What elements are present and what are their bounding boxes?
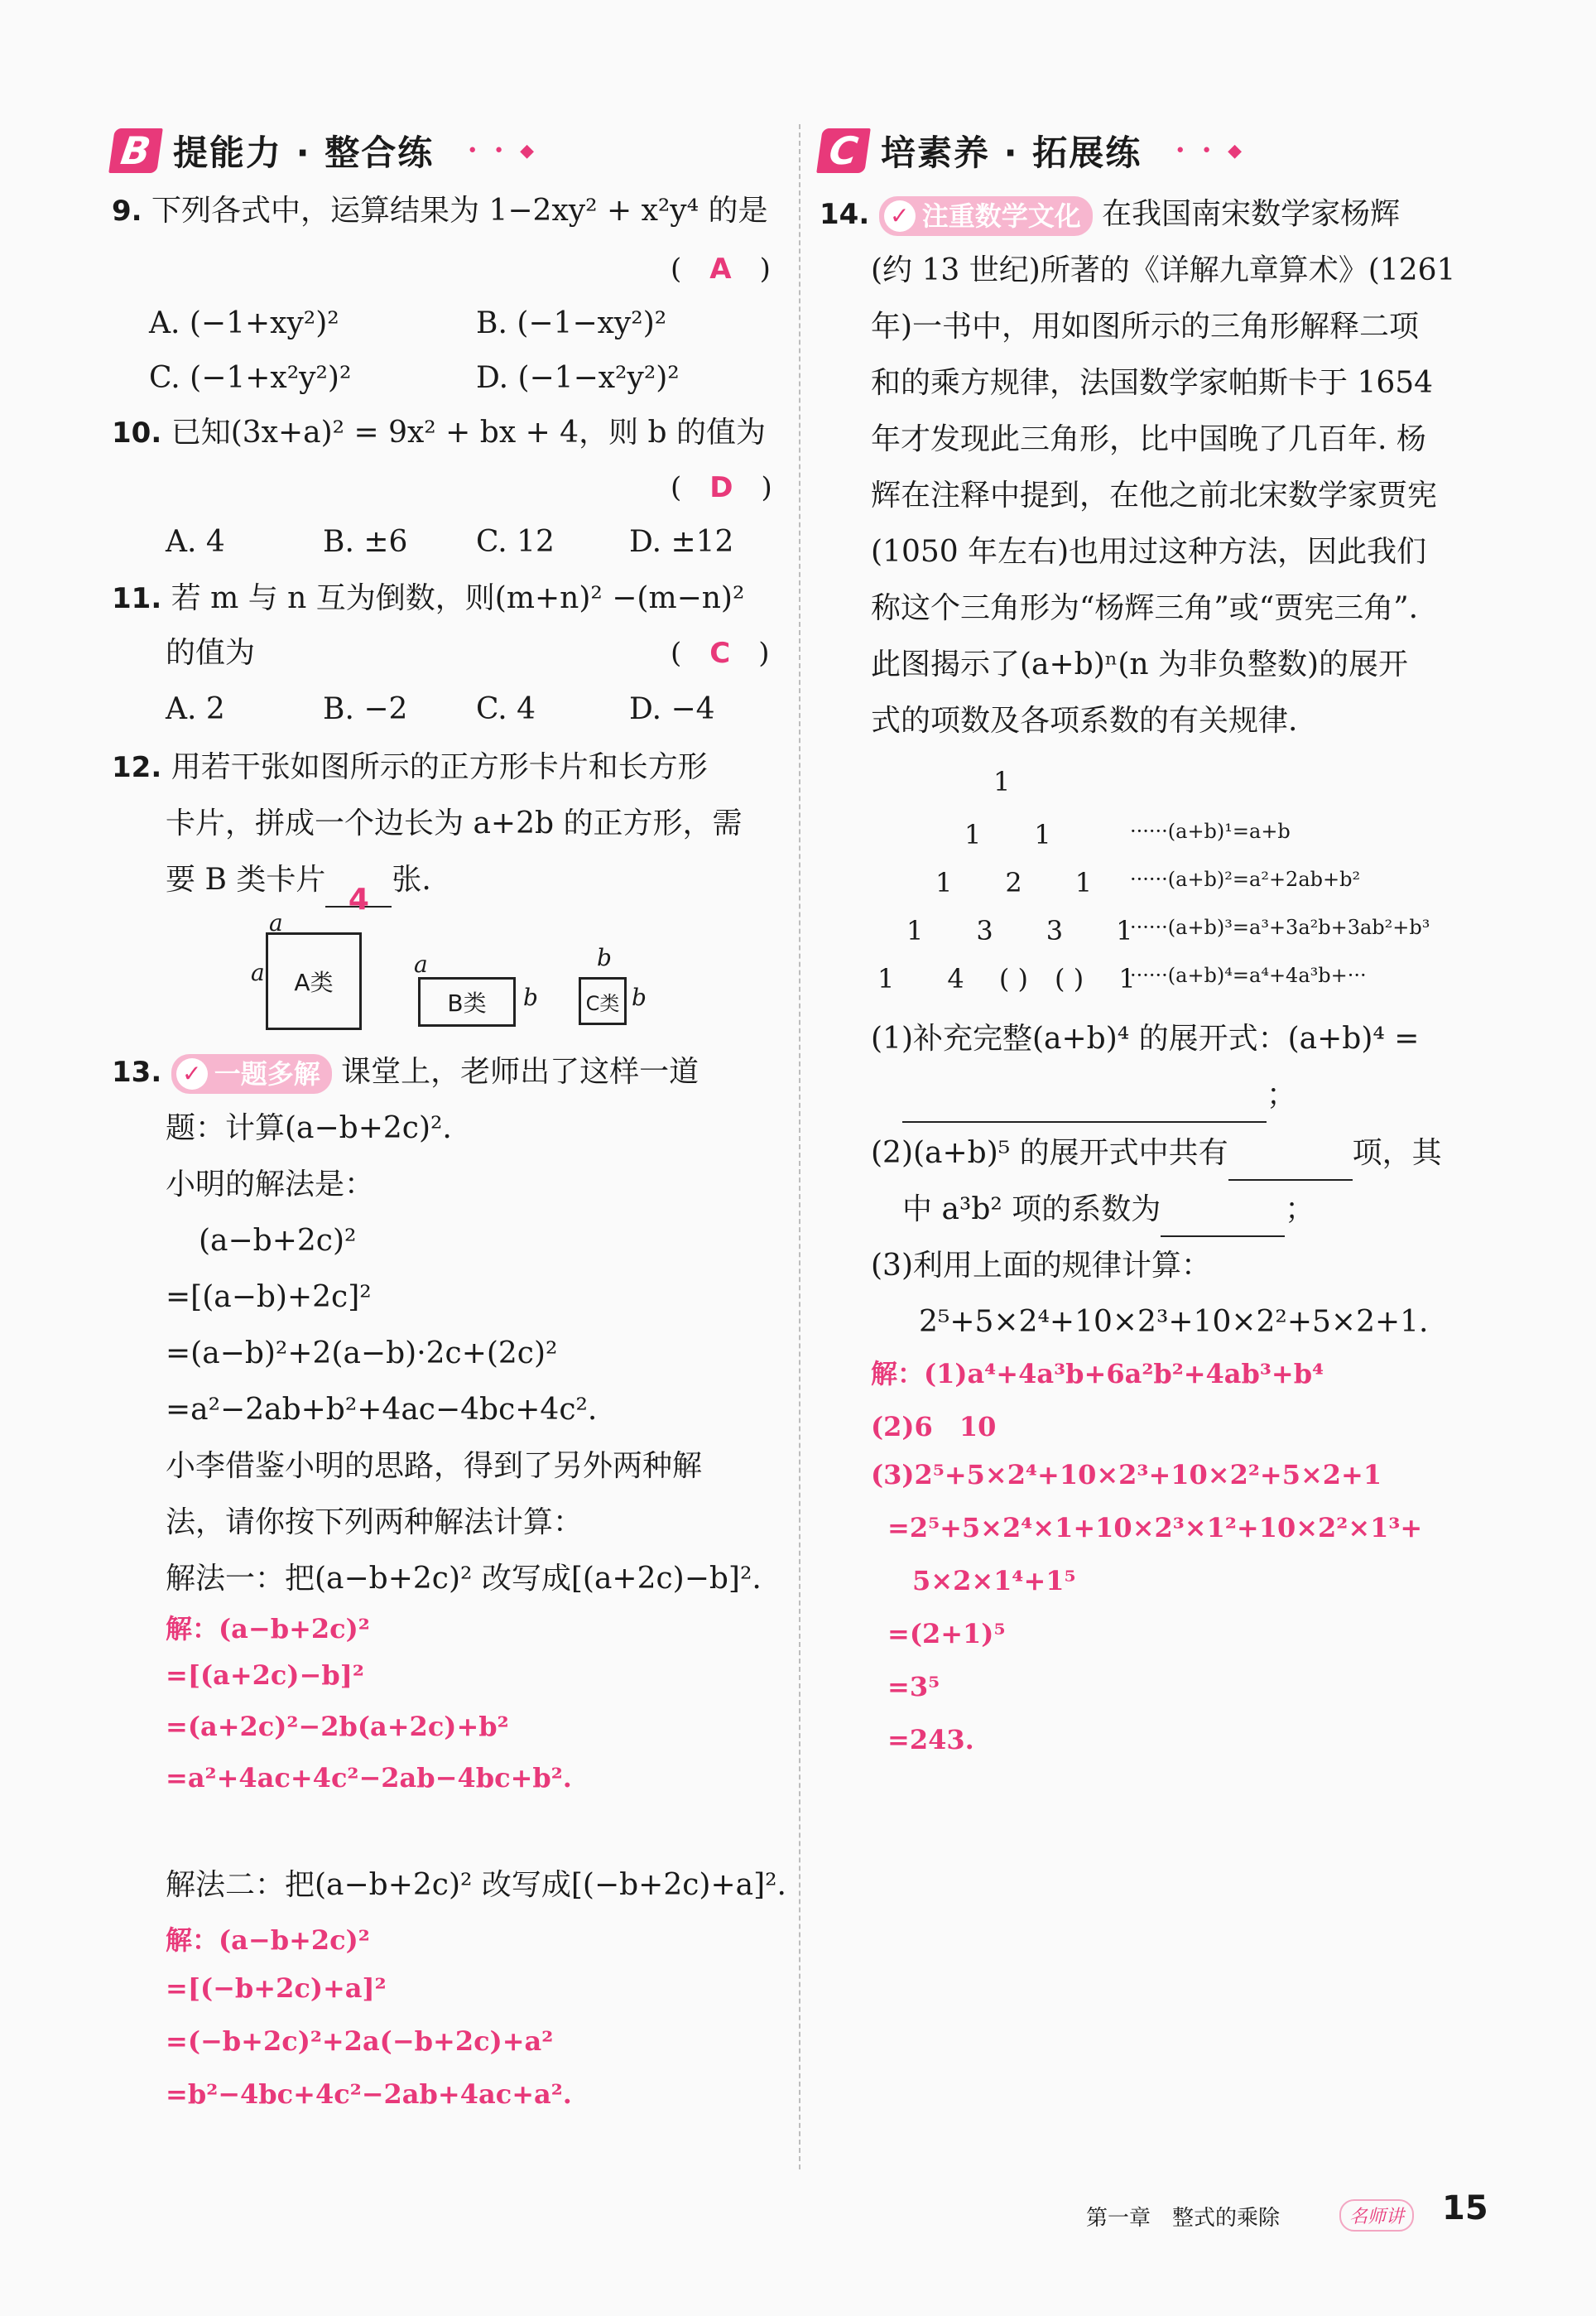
q10-opt-a: A. 4 [166, 525, 225, 559]
q9-answer: A [709, 253, 732, 286]
q14-sol-0: 解：(1)a⁴+4a³b+6a²b²+4ab³+b⁴ [871, 1358, 1324, 1389]
q13-step-3: =a²−2ab+b²+4ac−4bc+4c². [166, 1393, 598, 1427]
q11-stem [112, 571, 744, 626]
q14-line4: 年才发现此三角形，比中国晚了几百年. 杨 [871, 422, 1426, 456]
footer-chapter: 第一章 整式的乘除 [1086, 2206, 1281, 2231]
q9-opt-b: B. (−1−xy²)² [476, 306, 667, 340]
q12-line1 [112, 740, 708, 795]
section-c-header [820, 124, 1247, 177]
q13-sol2-1: =[(−b+2c)+a]² [166, 1972, 387, 2004]
q13-line4: 小李借鉴小明的思路，得到了另外两种解 [166, 1449, 703, 1483]
q13-sol1-3: =a²+4ac+4c²−2ab−4bc+b². [166, 1762, 572, 1794]
q14-part1: (1)补充完整(a+b)⁴ 的展开式：(a+b)⁴ = [871, 1022, 1420, 1056]
q10-number: 10. [112, 416, 162, 450]
q12-text3a: 要 B 类卡片 [166, 863, 326, 897]
q14-sol-2: (3)2⁵+5×2⁴+10×2³+10×2²+5×2+1 [871, 1459, 1382, 1490]
q11-text2: 的值为 [166, 636, 256, 670]
q10-opt-b: B. ±6 [323, 525, 408, 559]
card-b-name: B类 [447, 989, 487, 1017]
q13-sol1-2: =(a+2c)²−2b(a+2c)+b² [166, 1711, 509, 1742]
q13-sol2-0: 解：(a−b+2c)² [166, 1924, 370, 1956]
q14-line7: 称这个三角形为“杨辉三角”或“贾宪三角”. [871, 591, 1419, 625]
q11-opt-c: C. 4 [476, 692, 536, 726]
triangle-row-1: 1 1 [964, 819, 1051, 850]
card-b-rectangle [418, 977, 516, 1027]
q14-number: 14. [820, 198, 870, 231]
card-a-side-label: a [251, 959, 265, 986]
q11-answer-bracket: ( C ) [671, 637, 770, 670]
q12-answer-blank [325, 873, 392, 917]
q14-sol-7: =243. [887, 1724, 974, 1755]
q12-text1: 用若干张如图所示的正方形卡片和长方形 [171, 750, 708, 784]
q11-number: 11. [112, 582, 162, 615]
q9-answer-bracket: ( A ) [671, 253, 771, 286]
card-b-top-label: a [414, 951, 428, 978]
q11-answer: C [709, 637, 731, 670]
q13-tag [171, 1054, 332, 1094]
q13-step-1: =[(a−b)+2c]² [166, 1280, 372, 1314]
q14-text0: 在我国南宋数学家杨辉 [1102, 197, 1401, 231]
q14-part2-blank-2 [1161, 1202, 1285, 1237]
q14-part2-text-a: (2)(a+b)⁵ 的展开式中共有 [871, 1136, 1228, 1170]
q13-sol1-0: 解：(a−b+2c)² [166, 1613, 370, 1644]
q12-text3b: 张. [392, 863, 431, 897]
q13-method2: 解法二：把(a−b+2c)² 改写成[(−b+2c)+a]². [166, 1868, 786, 1902]
q13-line2: 题：计算(a−b+2c)². [166, 1111, 452, 1145]
card-c-name: C类 [585, 991, 620, 1015]
q14-part1-blank [902, 1088, 1267, 1123]
q14-line3: 和的乘方规律，法国数学家帕斯卡于 1654 [871, 366, 1434, 400]
q14-line0 [820, 187, 1400, 242]
q10-answer-bracket: ( D ) [671, 471, 772, 504]
q13-tag-label: 一题多解 [214, 1058, 320, 1090]
q10-opt-c: C. 12 [476, 525, 555, 559]
q14-part2-blank-1 [1228, 1146, 1353, 1181]
q14-line9: 式的项数及各项系数的有关规律. [871, 704, 1298, 738]
q14-part2-text-b: 项，其 [1352, 1136, 1442, 1170]
q12-answer: 4 [348, 883, 369, 917]
card-a-top-label: a [269, 909, 283, 937]
q14-part2-line1 [871, 1126, 1442, 1181]
q13-method1: 解法一：把(a−b+2c)² 改写成[(a+2c)−b]². [166, 1562, 762, 1596]
card-c-side-label: b [632, 984, 647, 1011]
q14-sol-6: =3⁵ [887, 1671, 940, 1702]
triangle-row-4: 1 4 ( ) ( ) 1 [877, 963, 1136, 994]
section-c-title: 培素养 · 拓展练 [881, 132, 1142, 173]
q13-line3: 小明的解法是： [166, 1168, 375, 1201]
q13-line5: 法，请你按下列两种解法计算： [166, 1505, 584, 1539]
q14-part1-blank-line: ； [902, 1068, 1296, 1123]
q14-sol-4: 5×2×1⁴+1⁵ [912, 1565, 1076, 1596]
q14-part3-expr: 2⁵+5×2⁴+10×2³+10×2²+5×2+1. [919, 1305, 1429, 1339]
q12-number: 12. [112, 751, 162, 784]
q11-opt-b: B. −2 [323, 692, 408, 726]
q13-step-0: (a−b+2c)² [199, 1224, 357, 1258]
q10-stem [112, 406, 766, 460]
section-b-badge: B [108, 128, 163, 173]
card-b-side-label: b [523, 984, 538, 1011]
triangle-exp-1: ······(a+b)¹=a+b [1130, 820, 1291, 843]
q12-line3 [166, 853, 431, 917]
triangle-exp-2: ······(a+b)²=a²+2ab+b² [1130, 868, 1361, 891]
q14-tag [879, 196, 1093, 236]
q14-part2-line2: 中 a³b² 项的系数为 ； [902, 1182, 1315, 1237]
q13-line1 [112, 1045, 699, 1100]
q9-number: 9. [112, 195, 142, 228]
q10-opt-d: D. ±12 [629, 525, 734, 559]
publisher-logo: 名师讲 [1339, 2199, 1414, 2232]
q13-sol1-1: =[(a+2c)−b]² [166, 1659, 364, 1691]
page-number: 15 [1442, 2189, 1488, 2227]
q11-opt-d: D. −4 [629, 692, 715, 726]
column-divider [799, 124, 800, 2169]
card-c-square [579, 977, 627, 1025]
q9-opt-c: C. (−1+x²y²)² [149, 361, 352, 395]
q14-part3: (3)利用上面的规律计算： [871, 1249, 1211, 1283]
q14-line8: 此图揭示了(a+b)ⁿ(n 为非负整数)的展开 [871, 648, 1409, 681]
section-b-header [112, 124, 539, 177]
q14-tag-label: 注重数学文化 [921, 200, 1081, 232]
q11-opt-a: A. 2 [166, 692, 225, 726]
decor-dots-icon: • • ◆ [1175, 140, 1247, 161]
triangle-row-2: 1 2 1 [935, 867, 1093, 898]
triangle-row-3: 1 3 3 1 [906, 915, 1133, 946]
q11-text1: 若 m 与 n 互为倒数，则(m+n)² −(m−n)² [171, 581, 745, 615]
q14-part2-text-c: 中 a³b² 项的系数为 [902, 1192, 1161, 1226]
q12-line2: 卡片，拼成一个边长为 a+2b 的正方形，需 [166, 807, 743, 840]
q14-line1: (约 13 世纪)所著的《详解九章算术》(1261 [871, 253, 1456, 287]
section-c-badge: C [816, 128, 871, 173]
card-a-name: A类 [294, 969, 334, 996]
triangle-exp-4: ······(a+b)⁴=a⁴+4a³b+··· [1130, 964, 1367, 987]
triangle-exp-3: ······(a+b)³=a³+3a²b+3ab²+b³ [1130, 916, 1430, 939]
q13-sol2-2: =(−b+2c)²+2a(−b+2c)+a² [166, 2025, 554, 2057]
q14-sol-1: (2)6 10 [871, 1411, 997, 1442]
decor-dots-icon: • • ◆ [467, 140, 540, 161]
q14-line5: 辉在注释中提到，在他之前北宋数学家贾宪 [871, 479, 1438, 513]
card-c-top-label: b [597, 944, 612, 971]
q14-line2: 年)一书中，用如图所示的三角形解释二项 [871, 310, 1420, 344]
check-icon: ✓ [176, 1058, 208, 1090]
q13-sol2-3: =b²−4bc+4c²−2ab+4ac+a². [166, 2078, 572, 2110]
q13-text1: 课堂上，老师出了这样一道 [341, 1055, 699, 1089]
q14-line6: (1050 年左右)也用过这种方法，因此我们 [871, 535, 1427, 569]
check-icon: ✓ [884, 200, 916, 232]
section-b-title: 提能力 · 整合练 [173, 132, 435, 173]
triangle-row-0: 1 [993, 766, 1011, 797]
q10-text: 已知(3x+a)² = 9x² + bx + 4，则 b 的值为 [171, 416, 767, 450]
q10-answer: D [709, 471, 733, 504]
q9-opt-d: D. (−1−x²y²)² [476, 361, 680, 395]
card-a-square [266, 932, 362, 1030]
q9-stem [112, 184, 768, 238]
q9-text: 下列各式中，运算结果为 1−2xy² + x²y⁴ 的是 [151, 194, 768, 228]
q9-opt-a: A. (−1+xy²)² [149, 306, 339, 340]
q13-number: 13. [112, 1056, 162, 1089]
q14-sol-3: =2⁵+5×2⁴×1+10×2³×1²+10×2²×1³+ [887, 1512, 1423, 1543]
q13-step-2: =(a−b)²+2(a−b)·2c+(2c)² [166, 1336, 558, 1370]
q14-sol-5: =(2+1)⁵ [887, 1618, 1006, 1649]
